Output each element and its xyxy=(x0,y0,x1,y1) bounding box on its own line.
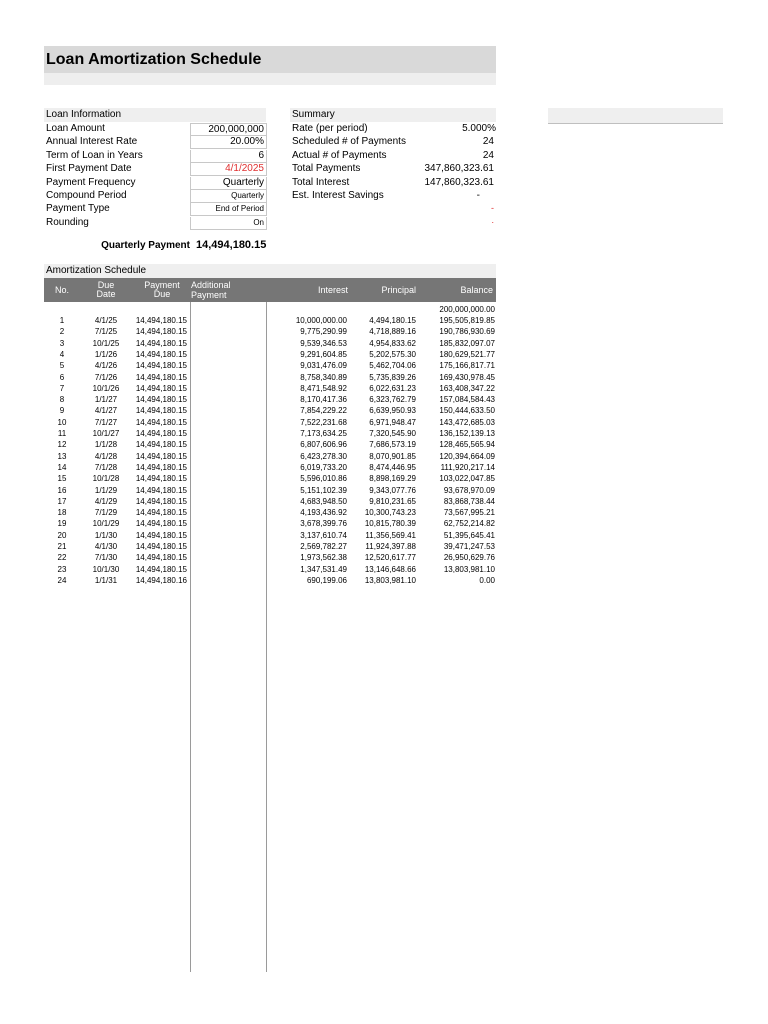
cell-interest: 5,151,102.39 xyxy=(300,485,347,495)
cell-no: 10 xyxy=(57,417,67,427)
cell-principal: 9,343,077.76 xyxy=(369,485,416,495)
cell-principal: 7,686,573.19 xyxy=(369,440,416,450)
cell-payment-due: 14,494,180.15 xyxy=(135,508,187,518)
cell-no: 11 xyxy=(57,429,67,438)
additional-col-left-border xyxy=(190,302,191,972)
loan-info-value-field[interactable]: Quarterly xyxy=(190,190,267,203)
loan-info-label: Compound Period xyxy=(46,190,127,201)
cell-no: 19 xyxy=(57,519,67,529)
cell-no: 3 xyxy=(59,338,65,348)
cell-no: 6 xyxy=(59,372,65,382)
col-balance: Balance xyxy=(460,285,493,295)
cell-principal: 6,323,762.79 xyxy=(369,395,416,405)
loan-info-value-field[interactable]: 200,000,000 xyxy=(190,123,267,136)
cell-interest: 4,683,948.50 xyxy=(300,496,347,506)
cell-principal: 7,320,545.90 xyxy=(369,429,416,438)
summary-label: Scheduled # of Payments xyxy=(292,136,406,148)
cell-payment-due: 14,494,180.15 xyxy=(135,406,187,416)
cell-principal: 13,146,648.66 xyxy=(364,564,416,574)
cell-payment-due: 14,494,180.15 xyxy=(135,327,187,337)
cell-principal: 4,718,889.16 xyxy=(369,327,416,337)
cell-no: 9 xyxy=(59,406,65,416)
cell-interest: 5,596,010.86 xyxy=(300,474,347,484)
cell-no: 4 xyxy=(59,349,65,359)
cell-no: 2 xyxy=(59,327,65,337)
cell-balance: 190,786,930.69 xyxy=(439,327,495,337)
cell-balance: 62,752,214.82 xyxy=(443,519,495,529)
col-payment-due xyxy=(140,278,184,302)
loan-info-value-field[interactable]: On xyxy=(190,217,267,230)
cell-interest: 7,173,634.25 xyxy=(300,429,347,438)
summary-value: 347,860,323.61 xyxy=(424,163,494,175)
loan-info-label: First Payment Date xyxy=(46,163,132,175)
cell-principal: 8,898,169.29 xyxy=(369,474,416,484)
summary-label: Actual # of Payments xyxy=(292,149,387,161)
cell-balance: 180,629,521.77 xyxy=(439,349,495,359)
summary-value: 24 xyxy=(482,149,494,161)
cell-payment-due: 14,494,180.15 xyxy=(135,485,187,495)
cell-interest: 8,471,548.92 xyxy=(300,383,347,393)
loan-info-value-field[interactable]: 6 xyxy=(190,150,267,163)
cell-interest: 8,758,340.89 xyxy=(300,372,347,382)
cell-balance: 103,022,047.85 xyxy=(439,474,495,484)
cell-due-date: 10/1/27 xyxy=(92,429,120,438)
cell-balance: 93,678,970.09 xyxy=(443,485,495,495)
cell-payment-due: 14,494,180.15 xyxy=(135,440,187,450)
cell-no: 24 xyxy=(57,575,67,585)
cell-principal: 8,070,901.85 xyxy=(369,451,416,461)
col-payment-due-label: Payment Due xyxy=(144,280,180,299)
payment-label: Quarterly Payment xyxy=(101,240,190,251)
summary-heading: Summary xyxy=(290,108,496,122)
cell-due-date: 1/1/28 xyxy=(94,440,118,450)
cell-payment-due: 14,494,180.15 xyxy=(135,338,187,348)
cell-interest: 9,539,346.53 xyxy=(300,338,347,348)
cell-interest: 4,193,436.92 xyxy=(300,508,347,518)
summary-value: 5.000% xyxy=(462,123,496,134)
cell-due-date: 1/1/31 xyxy=(94,575,118,585)
cell-payment-due: 14,494,180.15 xyxy=(135,496,187,506)
loan-info-value-field[interactable]: 4/1/2025 xyxy=(190,163,267,176)
summary-value: 147,860,323.61 xyxy=(424,176,494,188)
cell-payment-due: 14,494,180.15 xyxy=(135,451,187,461)
loan-info-label: Payment Type xyxy=(46,203,110,215)
cell-no: 12 xyxy=(57,440,67,450)
cell-due-date: 1/1/29 xyxy=(94,485,118,495)
loan-info-value-field[interactable]: End of Period xyxy=(190,203,267,216)
cell-balance: 150,444,633.50 xyxy=(439,406,495,416)
cell-principal: 11,924,397.88 xyxy=(365,542,416,551)
loan-info-label: Loan Amount xyxy=(46,123,105,134)
cell-interest: 2,569,782.27 xyxy=(300,542,347,551)
cell-due-date: 4/1/27 xyxy=(94,406,118,416)
cell-principal: 6,639,950.93 xyxy=(369,406,416,416)
page-title: Loan Amortization Schedule xyxy=(46,51,262,68)
cell-principal: 13,803,981.10 xyxy=(364,575,416,585)
cell-interest: 9,291,604.85 xyxy=(300,349,347,359)
cell-due-date: 7/1/25 xyxy=(94,327,118,337)
summary-label: Est. Interest Savings xyxy=(292,190,384,201)
loan-info-value-field[interactable]: 20.00% xyxy=(190,136,267,149)
cell-interest: 690,199.06 xyxy=(306,575,347,585)
cell-payment-due: 14,494,180.15 xyxy=(135,474,187,484)
cell-no: 8 xyxy=(59,395,65,405)
cell-balance: 143,472,685.03 xyxy=(439,417,495,427)
cell-interest: 9,031,476.09 xyxy=(300,361,347,371)
cell-no: 20 xyxy=(57,530,67,540)
cell-principal: 5,735,839.26 xyxy=(369,372,416,382)
cell-payment-due: 14,494,180.15 xyxy=(135,462,187,472)
cell-due-date: 4/1/29 xyxy=(94,496,118,506)
cell-interest: 7,522,231.68 xyxy=(300,417,347,427)
cell-balance: 120,394,664.09 xyxy=(439,451,495,461)
cell-no: 1 xyxy=(59,316,65,325)
cell-balance: 83,868,738.44 xyxy=(443,496,495,506)
cell-no: 17 xyxy=(57,496,67,506)
cell-due-date: 10/1/30 xyxy=(92,564,120,574)
cell-payment-due: 14,494,180.15 xyxy=(135,417,187,427)
cell-balance: 51,395,645.41 xyxy=(443,530,495,540)
cell-interest: 6,807,606.96 xyxy=(300,440,347,450)
cell-balance: 157,084,584.43 xyxy=(439,395,495,405)
cell-balance: 39,471,247.53 xyxy=(443,542,495,551)
col-due-date xyxy=(86,278,126,302)
cell-principal: 6,971,948.47 xyxy=(369,417,416,427)
additional-col-right-border xyxy=(266,302,267,972)
cell-payment-due: 14,494,180.15 xyxy=(135,553,187,563)
cell-no: 16 xyxy=(57,485,67,495)
cell-payment-due: 14,494,180.15 xyxy=(135,542,187,551)
cell-principal: 4,494,180.15 xyxy=(369,316,416,325)
cell-no: 23 xyxy=(57,564,67,574)
cell-due-date: 4/1/26 xyxy=(94,361,118,371)
cell-due-date: 4/1/25 xyxy=(94,316,118,325)
cell-interest: 6,423,278.30 xyxy=(300,451,347,461)
cell-balance: 128,465,565.94 xyxy=(439,440,495,450)
opening-balance: 200,000,000.00 xyxy=(439,305,495,314)
cell-payment-due: 14,494,180.15 xyxy=(135,349,187,359)
cell-principal: 10,300,743.23 xyxy=(364,508,416,518)
cell-principal: 6,022,631.23 xyxy=(369,383,416,393)
cell-balance: 185,832,097.07 xyxy=(439,338,495,348)
col-no: No. xyxy=(54,285,69,295)
cell-no: 18 xyxy=(57,508,67,518)
cell-interest: 3,137,610.74 xyxy=(300,530,347,540)
cell-payment-due: 14,494,180.15 xyxy=(135,361,187,371)
cell-due-date: 7/1/29 xyxy=(94,508,118,518)
cell-due-date: 1/1/30 xyxy=(94,530,118,540)
cell-interest: 7,854,229.22 xyxy=(300,406,347,416)
cell-due-date: 7/1/27 xyxy=(94,417,118,427)
summary-label: Total Interest xyxy=(292,176,350,188)
cell-no: 15 xyxy=(57,474,67,484)
cell-payment-due: 14,494,180.15 xyxy=(135,395,187,405)
cell-principal: 10,815,780.39 xyxy=(364,519,416,529)
cell-interest: 9,775,290.99 xyxy=(300,327,347,337)
cell-due-date: 10/1/29 xyxy=(92,519,120,529)
cell-due-date: 10/1/28 xyxy=(92,474,120,484)
summary-label: Total Payments xyxy=(292,163,361,175)
cell-principal: 9,810,231.65 xyxy=(369,496,416,506)
summary-value: - xyxy=(476,190,480,201)
cell-balance: 163,408,347.22 xyxy=(439,383,495,393)
loan-info-label: Rounding xyxy=(46,216,89,228)
cell-principal: 5,202,575.30 xyxy=(369,349,416,359)
cell-payment-due: 14,494,180.15 xyxy=(135,564,187,574)
cell-interest: 1,973,562.38 xyxy=(300,553,347,563)
cell-balance: 169,430,978.45 xyxy=(439,372,495,382)
loan-info-label: Annual Interest Rate xyxy=(46,136,138,148)
col-principal: Principal xyxy=(381,285,416,295)
summary-label: Rate (per period) xyxy=(292,123,368,134)
cell-payment-due: 14,494,180.15 xyxy=(135,316,187,325)
cell-payment-due: 14,494,180.15 xyxy=(135,383,187,393)
loan-info-heading: Loan Information xyxy=(44,108,266,122)
cell-payment-due: 14,494,180.15 xyxy=(135,372,187,382)
savings-red-mark: - xyxy=(491,203,494,213)
cell-balance: 111,920,217.14 xyxy=(440,462,495,472)
cell-principal: 8,474,446.95 xyxy=(369,462,416,472)
cell-due-date: 7/1/28 xyxy=(94,462,118,472)
cell-interest: 1,347,531.49 xyxy=(300,564,347,574)
cell-payment-due: 14,494,180.15 xyxy=(135,530,187,540)
loan-info-value-field[interactable]: Quarterly xyxy=(190,177,267,190)
cell-principal: 4,954,833.62 xyxy=(369,338,416,348)
cell-no: 21 xyxy=(57,542,67,551)
cell-balance: 13,803,981.10 xyxy=(443,564,495,574)
cell-due-date: 4/1/28 xyxy=(94,451,118,461)
cell-no: 7 xyxy=(59,383,65,393)
loan-info-label: Term of Loan in Years xyxy=(46,149,143,161)
cell-due-date: 1/1/27 xyxy=(94,395,118,405)
cell-balance: 136,152,139.13 xyxy=(439,429,495,438)
loan-info-label: Payment Frequency xyxy=(46,176,136,188)
cell-no: 13 xyxy=(57,451,67,461)
cell-due-date: 1/1/26 xyxy=(94,349,118,359)
cell-principal: 12,520,617.77 xyxy=(364,553,416,563)
cell-balance: 0.00 xyxy=(479,575,495,585)
cell-balance: 175,166,817.71 xyxy=(439,361,495,371)
cell-interest: 10,000,000.00 xyxy=(295,316,347,325)
cell-balance: 73,567,995.21 xyxy=(443,508,495,518)
cell-interest: 6,019,733.20 xyxy=(300,462,347,472)
cell-payment-due: 14,494,180.15 xyxy=(135,519,187,529)
col-interest: Interest xyxy=(317,285,348,295)
payment-value: 14,494,180.15 xyxy=(196,239,267,251)
cell-due-date: 4/1/30 xyxy=(94,542,118,551)
cell-due-date: 7/1/26 xyxy=(94,372,118,382)
cell-due-date: 10/1/26 xyxy=(92,383,120,393)
empty-section-header xyxy=(548,108,723,124)
rounding-red-mark: . xyxy=(491,215,494,225)
cell-principal: 11,356,569.41 xyxy=(365,530,416,540)
schedule-header-row xyxy=(44,278,496,302)
cell-payment-due: 14,494,180.15 xyxy=(135,429,187,438)
cell-interest: 8,170,417.36 xyxy=(300,395,347,405)
col-additional: Additional Payment xyxy=(191,280,231,300)
cell-due-date: 7/1/30 xyxy=(94,553,118,563)
cell-payment-due: 14,494,180.16 xyxy=(135,575,187,585)
cell-interest: 3,678,399.76 xyxy=(300,519,347,529)
schedule-heading: Amortization Schedule xyxy=(44,264,496,278)
cell-balance: 195,505,819.85 xyxy=(439,316,495,325)
col-due-date-label: Due Date xyxy=(96,280,116,299)
cell-due-date: 10/1/25 xyxy=(92,338,120,348)
cell-no: 14 xyxy=(57,462,67,472)
cell-no: 22 xyxy=(57,553,67,563)
cell-balance: 26,950,629.76 xyxy=(443,553,495,563)
cell-principal: 5,462,704.06 xyxy=(369,361,416,371)
summary-value: 24 xyxy=(482,136,494,148)
cell-no: 5 xyxy=(59,361,65,371)
title-band-lower xyxy=(44,73,496,85)
